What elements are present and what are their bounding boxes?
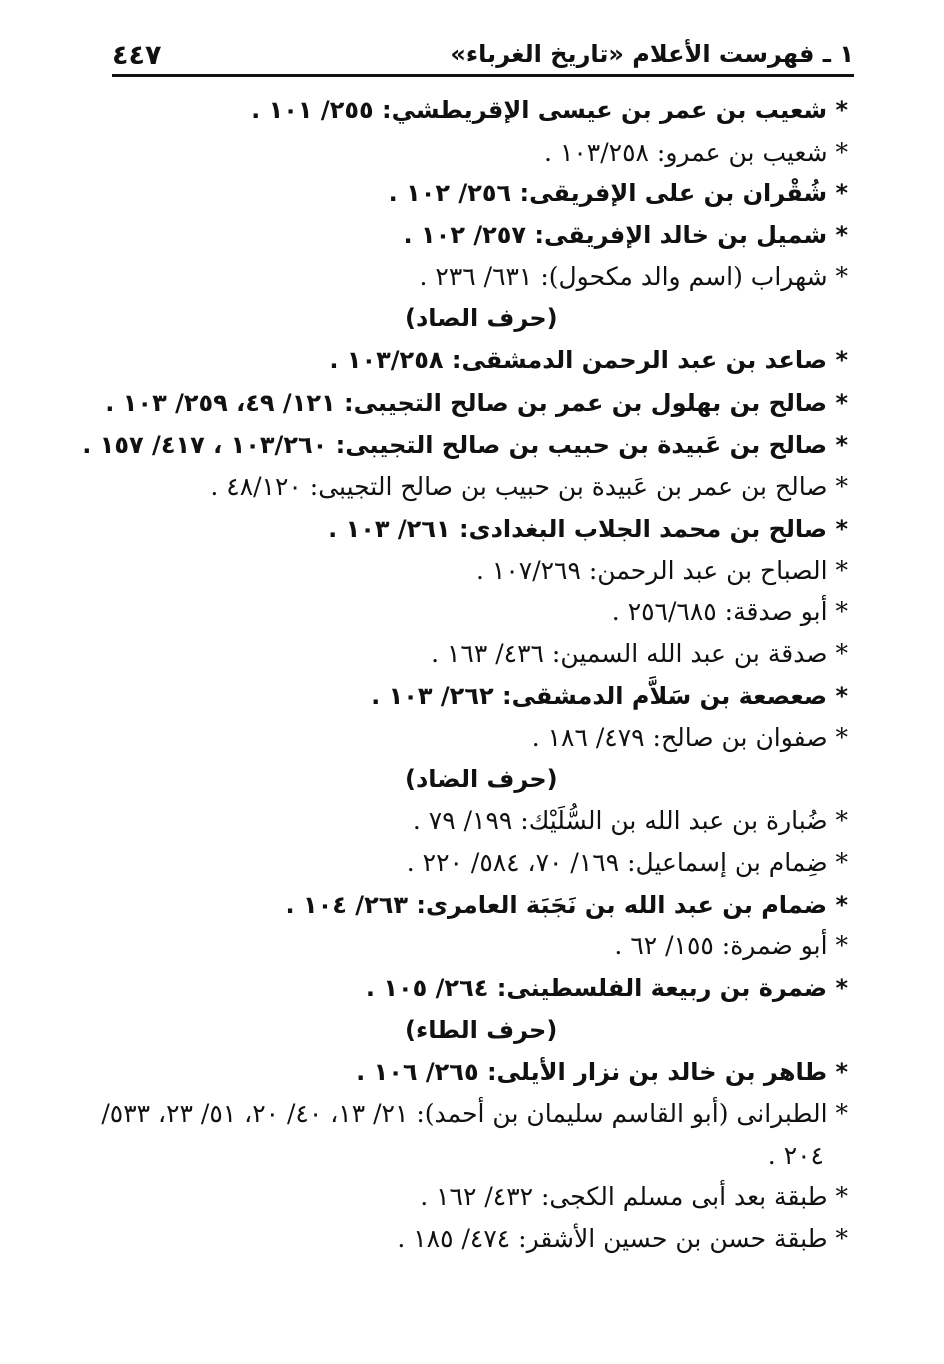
index-entry: * أبو ضمرة: ١٥٥/ ٦٢ . [614, 931, 848, 960]
index-entry: * طبقة بعد أبى مسلم الكجى: ٤٣٢/ ١٦٢ . [420, 1182, 848, 1211]
index-entry: * الطبرانى (أبو القاسم سليمان بن أحمد): ٢١/ ١٣، ٤٠/ ٢٠، ٥١/ ٢٣، ٥٣٣/ [101, 1099, 848, 1128]
index-entry: * صفوان بن صالح: ٤٧٩/ ١٨٦ . [531, 723, 848, 752]
index-entry: * ضُبارة بن عبد الله بن السُّلَيْك: ١٩٩/ ٧٩ . [412, 806, 848, 835]
index-entry-continuation: ٢٠٤ . [767, 1141, 824, 1170]
index-entry: * صعصعة بن سَلاَّم الدمشقى: ٢٦٢/ ١٠٣ . [371, 682, 848, 710]
running-title: ١ ـ فهرست الأعلام «تاريخ الغرباء» [450, 40, 854, 68]
index-entry: * صالح بن محمد الجلاب البغدادى: ٢٦١/ ١٠٣ . [328, 515, 848, 543]
index-entry: * طاهر بن خالد بن نزار الأيلى: ٢٦٥/ ١٠٦ . [356, 1058, 848, 1086]
index-entry: * ضمام بن عبد الله بن نَجَبَة العامرى: ٢٦٣/ ١٠٤ . [285, 891, 848, 919]
index-entry: * شهراب (اسم والد مكحول): ٦٣١/ ٢٣٦ . [419, 262, 848, 291]
index-entry: * ضمرة بن ربيعة الفلسطينى: ٢٦٤/ ١٠٥ . [365, 974, 848, 1002]
section-heading-sad: (حرف الصاد) [405, 304, 558, 332]
index-entry: * صدقة بن عبد الله السمين: ٤٣٦/ ١٦٣ . [431, 639, 848, 668]
index-entry: * أبو صدقة: ٢٥٦/٦٨٥ . [611, 597, 848, 626]
index-entry: * صالح بن عَبيدة بن حبيب بن صالح التجيبى: ١٠٣/٢٦٠ ، ٤١٧/ ١٥٧ . [82, 431, 848, 459]
index-entry: * شُقْران بن على الإفريقى: ٢٥٦/ ١٠٢ . [388, 179, 848, 207]
index-entry: * صالح بن بهلول بن عمر بن صالح التجيبى: ١٢١/ ٤٩، ٢٥٩/ ١٠٣ . [105, 389, 848, 417]
index-entry: * صاعد بن عبد الرحمن الدمشقى: ١٠٣/٢٥٨ . [329, 346, 848, 374]
index-entry: * شميل بن خالد الإفريقى: ٢٥٧/ ١٠٢ . [403, 221, 848, 249]
index-entry: * شعيب بن عمر بن عيسى الإقريطشي: ٢٥٥/ ١٠١ . [251, 96, 848, 124]
page-number: ٤٤٧ [112, 40, 162, 71]
index-entry: * الصباح بن عبد الرحمن: ١٠٧/٢٦٩ . [476, 556, 848, 585]
section-heading-dad: (حرف الضاد) [405, 765, 558, 793]
index-entry: * طبقة حسن بن حسين الأشقر: ٤٧٤/ ١٨٥ . [397, 1224, 848, 1253]
index-entry: * صالح بن عمر بن عَبيدة بن حبيب بن صالح التجيبى: ٤٨/١٢٠ . [210, 472, 848, 501]
section-heading-taa: (حرف الطاء) [405, 1016, 558, 1044]
index-entry: * ضِمام بن إسماعيل: ١٦٩/ ٧٠، ٥٨٤/ ٢٢٠ . [406, 848, 848, 877]
index-entry: * شعيب بن عمرو: ١٠٣/٢٥٨ . [544, 138, 848, 167]
